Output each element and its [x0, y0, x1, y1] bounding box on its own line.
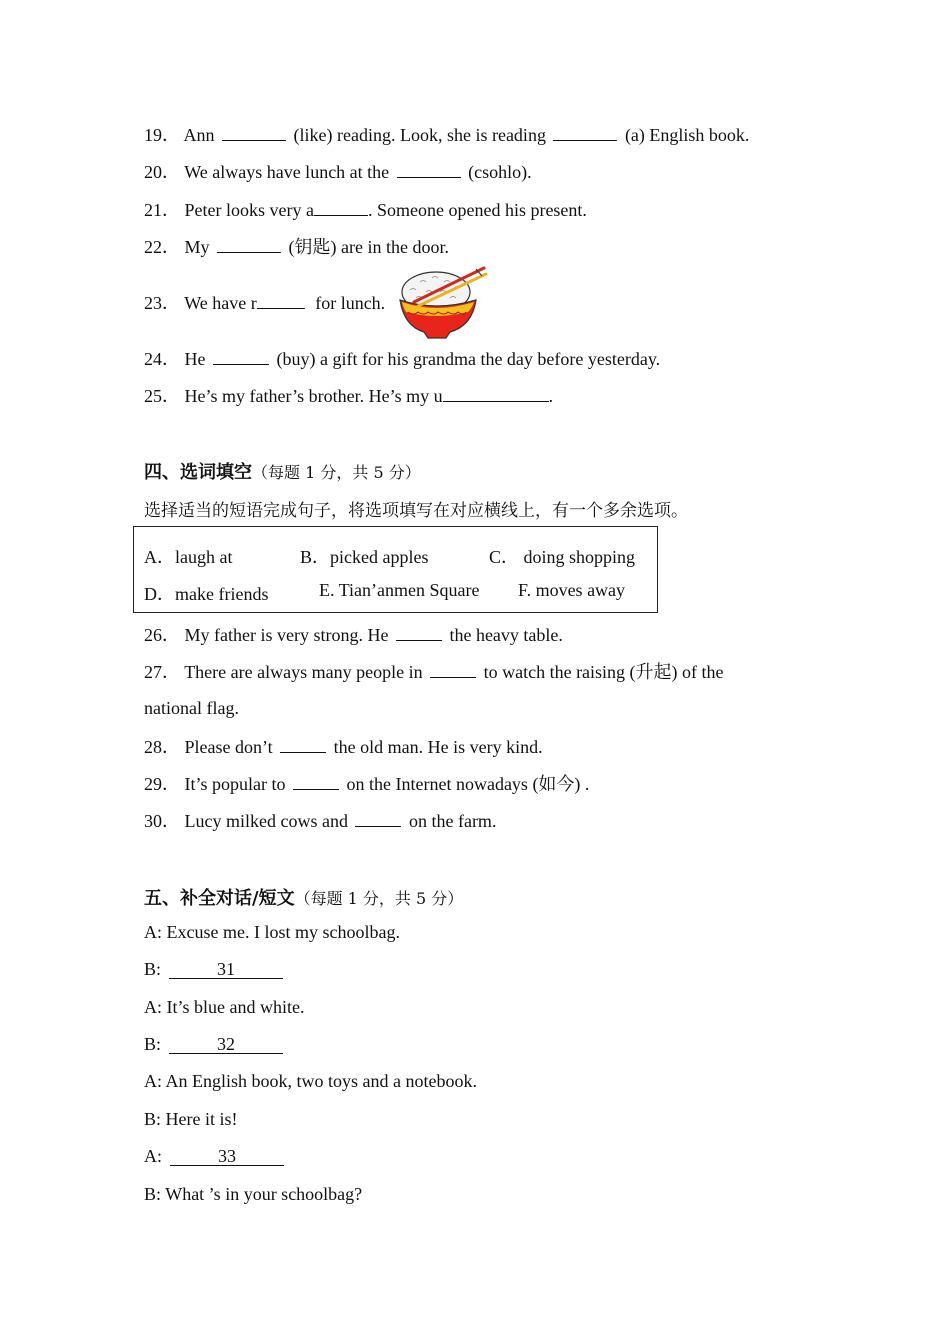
section-heading-5: 五、补全对话/短文（每题 1 分，共 5 分） — [144, 888, 464, 909]
answer-blank[interactable] — [314, 198, 368, 216]
question-27: 27． There are always many people in to watch the raising (升起) of the — [144, 662, 724, 682]
answer-blank[interactable] — [553, 123, 617, 141]
dialogue-line: A: Excuse me. I lost my schoolbag. — [144, 922, 400, 942]
dialogue-line: A: 33 — [144, 1145, 284, 1167]
dialogue-line: B: Here it is! — [144, 1109, 238, 1129]
question-number: 19． — [144, 125, 180, 145]
section-heading-4: 四、选词填空（每题 1 分，共 5 分） — [144, 462, 421, 483]
question-number: 28． — [144, 737, 180, 757]
answer-blank-32[interactable]: 32 — [169, 1033, 283, 1054]
question-24: 24． He (buy) a gift for his grandma the day before yesterday. — [144, 349, 661, 369]
question-number: 29． — [144, 774, 180, 794]
option-d: D．make friends — [144, 584, 269, 604]
section-instruction: 选择适当的短语完成句子，将选项填写在对应横线上，有一个多余选项。 — [144, 501, 688, 521]
option-f: F. moves away — [518, 580, 626, 600]
question-number: 26． — [144, 625, 180, 645]
question-22: 22． My (钥匙) are in the door. — [144, 237, 449, 257]
question-19: 19． Ann (like) reading. Look, she is reading (a) English book. — [144, 125, 750, 145]
answer-blank[interactable] — [396, 623, 442, 641]
answer-blank[interactable] — [397, 160, 461, 178]
option-e: E. Tian’anmen Square — [319, 580, 480, 600]
dialogue-line: B: What ’s in your schoolbag? — [144, 1184, 363, 1204]
question-number: 20． — [144, 162, 180, 182]
option-c: C． doing shopping — [489, 547, 636, 567]
answer-blank[interactable] — [355, 809, 401, 827]
question-20: 20． We always have lunch at the (csohlo). — [144, 162, 532, 182]
answer-blank[interactable] — [222, 123, 286, 141]
question-number: 30． — [144, 811, 180, 831]
question-23: 23． We have r for lunch. — [144, 293, 386, 313]
question-25: 25． He’s my father’s brother. He’s my u . — [144, 386, 554, 406]
option-a: A．laugh at — [144, 547, 233, 567]
answer-blank[interactable] — [280, 735, 326, 753]
answer-blank-33[interactable]: 33 — [170, 1145, 284, 1166]
dialogue-line: B: 32 — [144, 1033, 283, 1055]
question-26: 26． My father is very strong. He the heavy table. — [144, 625, 563, 645]
question-29: 29． It’s popular to on the Internet nowadays (如今) . — [144, 774, 590, 794]
dialogue-line: A: It’s blue and white. — [144, 997, 305, 1017]
question-number: 27． — [144, 662, 180, 682]
answer-blank[interactable] — [443, 384, 549, 402]
question-number: 22． — [144, 237, 180, 257]
rice-bowl-icon — [396, 262, 488, 342]
options-box — [133, 526, 658, 613]
question-number: 21． — [144, 200, 180, 220]
dialogue-line: A: An English book, two toys and a notebook. — [144, 1071, 477, 1091]
question-number: 23． — [144, 293, 180, 313]
answer-blank[interactable] — [257, 291, 305, 309]
question-number: 25． — [144, 386, 180, 406]
answer-blank[interactable] — [213, 347, 269, 365]
question-21: 21． Peter looks very a . Someone opened his present. — [144, 200, 587, 220]
question-28: 28． Please don’t the old man. He is very kind. — [144, 737, 543, 757]
answer-blank[interactable] — [430, 660, 476, 678]
answer-blank[interactable] — [217, 235, 281, 253]
answer-blank-31[interactable]: 31 — [169, 958, 283, 979]
answer-blank[interactable] — [293, 772, 339, 790]
dialogue-line: B: 31 — [144, 958, 283, 980]
question-27-continued: national flag. — [144, 698, 239, 718]
option-b: B．picked apples — [300, 547, 429, 567]
question-number: 24． — [144, 349, 180, 369]
question-30: 30． Lucy milked cows and on the farm. — [144, 811, 497, 831]
